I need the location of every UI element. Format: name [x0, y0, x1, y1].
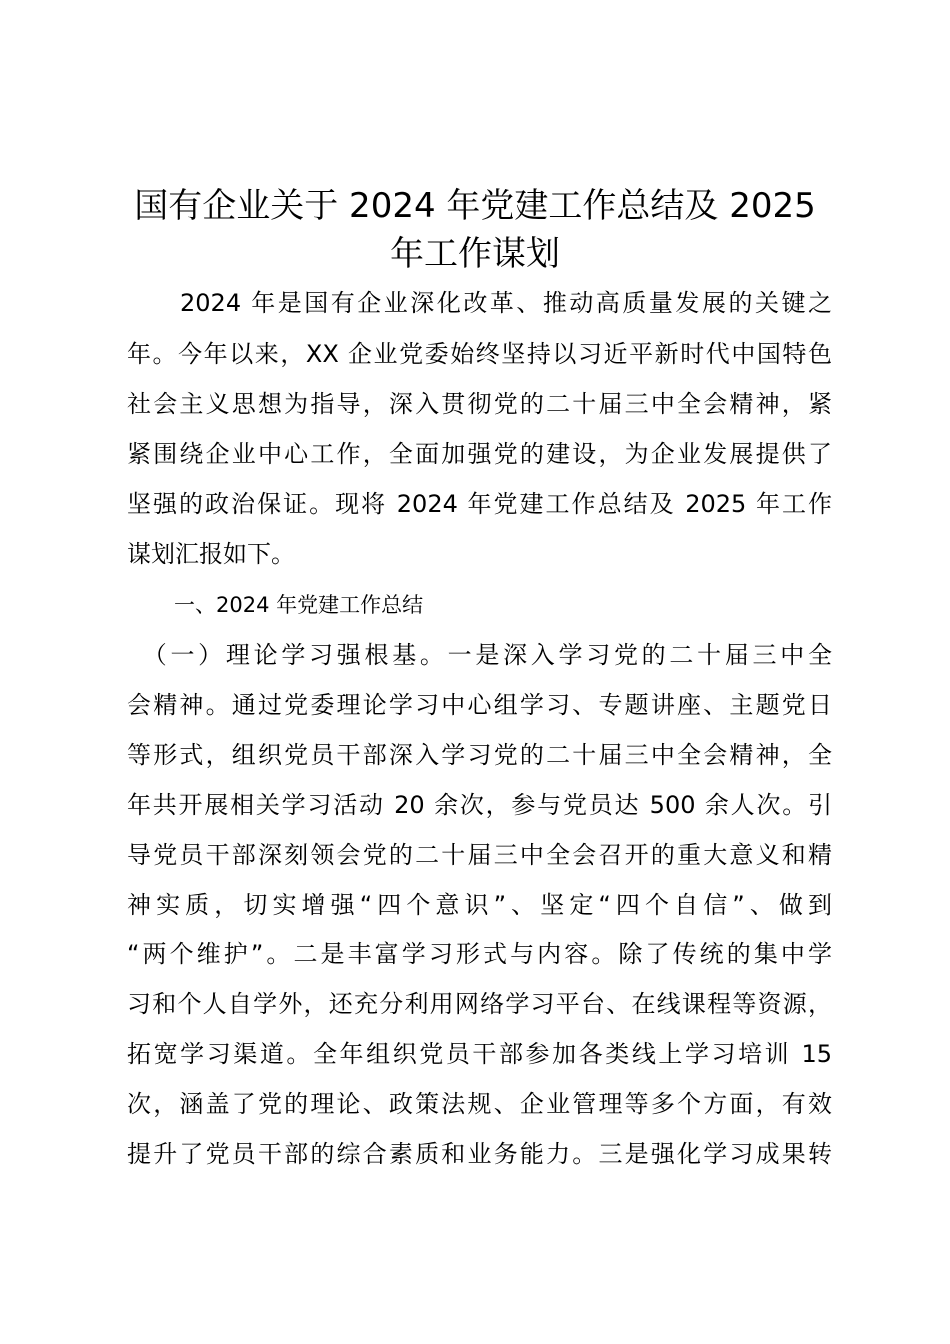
intro-line-4: 紧围绕企业中心工作，全面加强党的建设，为企业发展提供了	[127, 440, 832, 468]
section-heading: 一、2024 年党建工作总结	[174, 593, 424, 617]
document-title-line-2: 年工作谋划	[390, 234, 560, 274]
document-title-line-1: 国有企业关于 2024 年党建工作总结及 2025	[134, 186, 816, 226]
body-line-10: 次，涵盖了党的理论、政策法规、企业管理等多个方面，有效	[127, 1090, 832, 1118]
body-line-9: 拓宽学习渠道。全年组织党员干部参加各类线上学习培训 15	[127, 1040, 832, 1068]
body-line-5: 导党员干部深刻领会党的二十届三中全会召开的重大意义和精	[127, 841, 832, 869]
body-line-4: 年共开展相关学习活动 20 余次，参与党员达 500 余人次。引	[127, 791, 832, 819]
intro-line-5: 坚强的政治保证。现将 2024 年党建工作总结及 2025 年工作	[127, 490, 832, 518]
body-line-3: 等形式，组织党员干部深入学习党的二十届三中全会精神，全	[127, 741, 832, 769]
intro-line-6: 谋划汇报如下。	[127, 540, 295, 568]
body-line-6: 神实质，切实增强“四个意识”、坚定“四个自信”、做到	[127, 891, 832, 919]
body-line-8: 习和个人自学外，还充分利用网络学习平台、在线课程等资源，	[127, 990, 832, 1018]
body-line-2: 会精神。通过党委理论学习中心组学习、专题讲座、主题党日	[127, 691, 832, 719]
body-line-11: 提升了党员干部的综合素质和业务能力。三是强化学习成果转	[127, 1140, 832, 1168]
intro-line-1: 2024 年是国有企业深化改革、推动高质量发展的关键之	[127, 289, 832, 317]
body-line-1: （一）理论学习强根基。一是深入学习党的二十届三中全	[127, 641, 832, 669]
body-line-7: “两个维护”。二是丰富学习形式与内容。除了传统的集中学	[127, 940, 832, 968]
intro-line-2: 年。今年以来，XX 企业党委始终坚持以习近平新时代中国特色	[127, 340, 832, 368]
intro-line-3: 社会主义思想为指导，深入贯彻党的二十届三中全会精神，紧	[127, 390, 832, 418]
